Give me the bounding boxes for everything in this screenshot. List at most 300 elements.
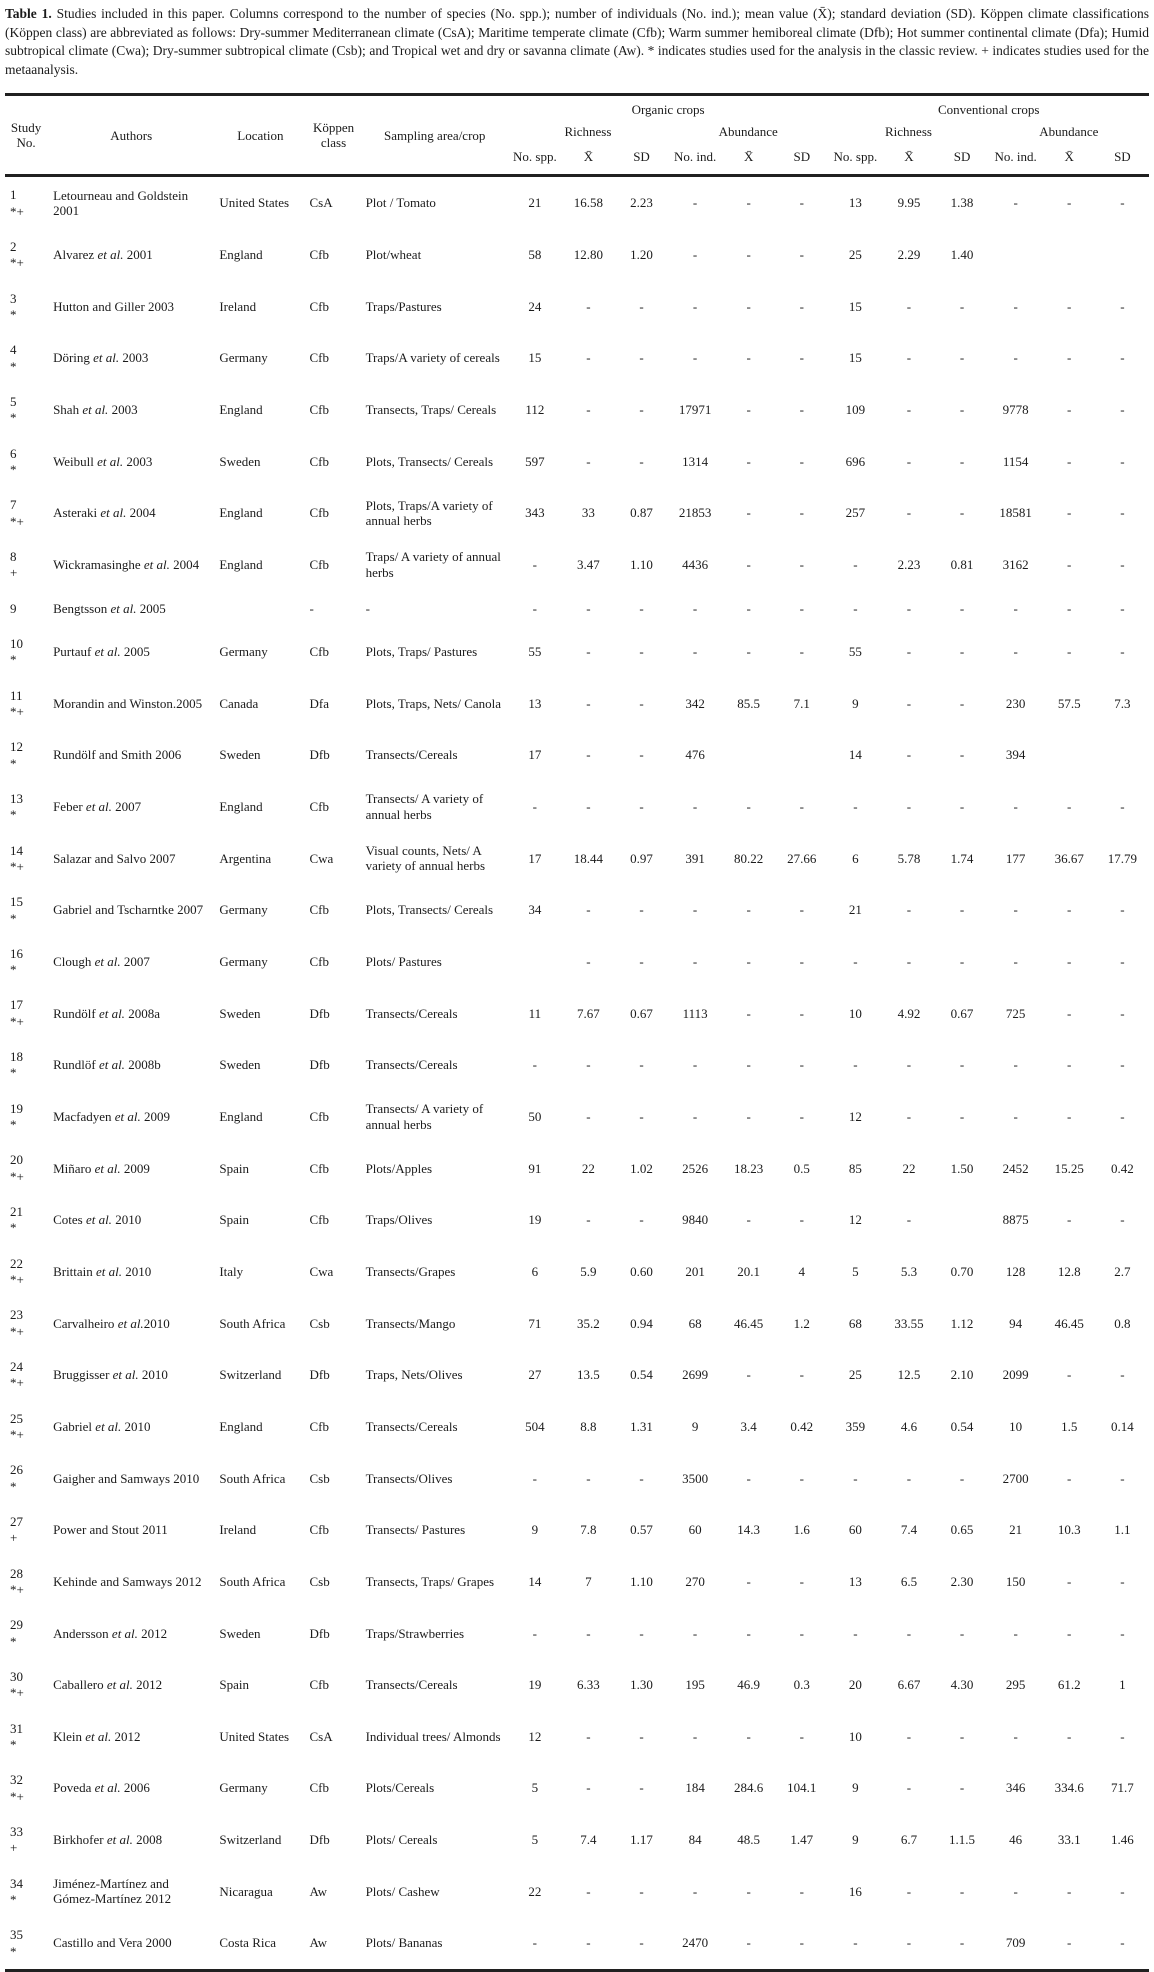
location-cell: Germany [219, 953, 268, 969]
value-cell: 0.67 [950, 1005, 974, 1021]
study-number: 17 [10, 997, 23, 1013]
value-cell: 9 [691, 1418, 699, 1434]
koppen-cell: Cfb [309, 1522, 329, 1538]
table-row [5, 1504, 1149, 1556]
value-cell: - [1067, 600, 1072, 616]
value-cell: 112 [525, 402, 545, 418]
value-cell: - [586, 1470, 591, 1486]
value-cell: 21853 [678, 505, 712, 521]
sampling-cell: Transects/Cereals [365, 1005, 458, 1021]
value-cell: 46.45 [1054, 1315, 1084, 1331]
value-cell: 2700 [1002, 1470, 1029, 1486]
value-cell: - [639, 453, 644, 469]
value-cell: - [799, 1935, 804, 1951]
value-cell: 1.47 [790, 1832, 814, 1848]
value-cell: 6 [531, 1263, 539, 1279]
location-cell: England [219, 505, 263, 521]
location-cell: United States [219, 1728, 290, 1744]
value-cell: - [799, 1367, 804, 1383]
value-cell: - [906, 1625, 912, 1641]
location-cell: Canada [219, 695, 259, 711]
value-cell: - [853, 953, 858, 969]
study-marks: *+ [10, 858, 24, 874]
value-cell: - [853, 1625, 858, 1641]
study-marks: * [10, 755, 17, 771]
value-cell: - [532, 1057, 538, 1073]
value-cell: - [746, 953, 751, 969]
koppen-cell: Csb [309, 1573, 330, 1589]
value-cell: 270 [685, 1573, 705, 1589]
study-number: 6 [10, 445, 17, 461]
table-row [5, 1349, 1149, 1401]
value-cell: - [799, 1108, 804, 1124]
value-cell: - [959, 1780, 965, 1796]
value-cell: 55 [528, 644, 542, 660]
value-cell: 34 [528, 902, 542, 918]
sampling-cell: Transects/ A variety of annual herbs [365, 1101, 484, 1132]
sampling-cell: Plots, Traps/ Pastures [365, 644, 478, 660]
koppen-cell: CsA [309, 195, 333, 211]
value-cell: 346 [1005, 1780, 1026, 1796]
study-no-cell [5, 539, 47, 591]
value-cell [775, 729, 828, 781]
value-cell: - [746, 1005, 751, 1021]
koppen-cell: Cfb [309, 350, 329, 366]
koppen-cell: Dfb [309, 747, 330, 763]
value-cell: 33.1 [1057, 1832, 1081, 1848]
value-cell: 6.33 [577, 1677, 600, 1693]
value-cell: - [959, 1935, 965, 1951]
study-marks: *+ [10, 1685, 24, 1701]
value-cell: 48.5 [737, 1832, 761, 1848]
table-body [5, 176, 1149, 1971]
table-row [5, 1091, 1149, 1143]
value-cell: - [1067, 1108, 1072, 1124]
study-number: 29 [10, 1617, 23, 1633]
value-cell: - [692, 600, 698, 616]
value-cell: 3.47 [577, 557, 600, 573]
value-cell: - [746, 1212, 751, 1228]
value-cell [936, 1194, 989, 1246]
value-cell: - [1067, 350, 1072, 366]
value-cell: 201 [685, 1263, 705, 1279]
value-cell: - [906, 1728, 912, 1744]
study-no-cell [5, 1866, 47, 1918]
koppen-cell: Cfb [309, 1160, 329, 1176]
value-cell: 0.70 [950, 1263, 974, 1279]
value-cell: - [959, 1625, 965, 1641]
value-cell: 1 [1119, 1677, 1126, 1693]
value-cell: 3162 [1002, 557, 1029, 573]
table-row [5, 591, 1149, 626]
table-row [5, 781, 1149, 833]
study-no-cell [5, 1142, 47, 1194]
value-cell: - [906, 799, 912, 815]
authors-cell: Caballero et al. 2012 [53, 1677, 163, 1693]
location-cell: Ireland [219, 1522, 257, 1538]
value-cell: 17.79 [1107, 850, 1137, 866]
authors-cell: Rundlöf et al. 2008b [53, 1057, 161, 1073]
authors-cell: Morandin and Winston.2005 [53, 695, 203, 711]
study-no-cell [5, 1039, 47, 1091]
value-cell: - [692, 1883, 698, 1899]
location-cell: Germany [219, 350, 268, 366]
value-cell: - [746, 1935, 751, 1951]
col-group-organic-richness: Richness [564, 124, 612, 140]
value-cell: 230 [1005, 695, 1026, 711]
value-cell: 0.67 [630, 1005, 653, 1021]
value-cell: 0.14 [1111, 1418, 1134, 1434]
value-cell: 22 [581, 1160, 595, 1176]
header-group-row [5, 94, 1149, 121]
value-cell: - [532, 1935, 538, 1951]
value-cell [989, 229, 1043, 281]
value-cell: 22 [528, 1883, 542, 1899]
value-cell: 5 [531, 1780, 539, 1796]
value-cell: - [1013, 1108, 1018, 1124]
studies-table [5, 93, 1149, 1972]
sampling-cell: Plots/Cereals [365, 1780, 435, 1796]
table-row [5, 229, 1149, 281]
value-cell: 128 [1005, 1263, 1026, 1279]
value-cell: 1.38 [950, 195, 974, 211]
value-cell: - [906, 644, 912, 660]
value-cell: 85 [848, 1160, 862, 1176]
value-cell: - [1013, 902, 1018, 918]
value-cell: 1.46 [1111, 1832, 1134, 1848]
value-cell: 21 [1009, 1522, 1023, 1538]
study-marks: * [10, 652, 17, 668]
value-cell: - [586, 1057, 591, 1073]
value-cell: 12 [528, 1728, 542, 1744]
value-cell: 5.3 [900, 1263, 918, 1279]
value-cell: 9840 [682, 1212, 709, 1228]
study-number: 32 [10, 1772, 23, 1788]
table-row [5, 1452, 1149, 1504]
value-cell: - [1067, 1573, 1072, 1589]
value-cell: - [692, 953, 698, 969]
value-cell: - [1120, 1625, 1125, 1641]
col-header-conv-rich-sd: SD [936, 144, 989, 175]
value-cell: 12.8 [1057, 1263, 1081, 1279]
table-row [5, 436, 1149, 488]
study-no-cell [5, 1659, 47, 1711]
value-cell: 15 [848, 298, 862, 314]
value-cell: - [1067, 402, 1072, 418]
value-cell: 0.94 [630, 1315, 653, 1331]
value-cell: - [746, 1625, 751, 1641]
authors-cell: Castillo and Vera 2000 [53, 1935, 172, 1951]
koppen-cell: Cfb [309, 644, 329, 660]
study-no-cell [5, 384, 47, 436]
table-row [5, 539, 1149, 591]
value-cell: 13 [848, 195, 862, 211]
value-cell: 7 [585, 1573, 592, 1589]
study-number: 14 [10, 842, 23, 858]
value-cell: 2.30 [950, 1573, 974, 1589]
koppen-cell: Cfb [309, 557, 329, 573]
authors-cell: Klein et al. 2012 [53, 1728, 141, 1744]
value-cell: 257 [845, 505, 866, 521]
location-cell: Sweden [219, 747, 261, 763]
sampling-cell: Transects/Cereals [365, 1677, 458, 1693]
sampling-cell: Plots, Traps, Nets/ Canola [365, 695, 502, 711]
col-header-conv-abun-mean: X̄ [1043, 144, 1096, 175]
value-cell: 13 [848, 1573, 862, 1589]
value-cell: - [586, 953, 591, 969]
study-number: 26 [10, 1462, 23, 1478]
study-no-cell [5, 729, 47, 781]
value-cell: - [692, 644, 698, 660]
authors-cell: Letourneau and Goldstein 2001 [53, 187, 189, 219]
value-cell: - [799, 799, 804, 815]
value-cell: 6.7 [900, 1832, 918, 1848]
value-cell: 68 [848, 1315, 862, 1331]
value-cell: 68 [688, 1315, 702, 1331]
value-cell: 0.60 [630, 1263, 653, 1279]
value-cell: 19 [528, 1212, 542, 1228]
location-cell: Sweden [219, 453, 261, 469]
location-cell: Sweden [219, 1005, 261, 1021]
koppen-cell: Dfa [309, 695, 329, 711]
study-marks: *+ [10, 1013, 24, 1029]
value-cell: 85.5 [737, 695, 761, 711]
koppen-cell: Dfb [309, 1832, 330, 1848]
study-number: 1 [10, 187, 17, 203]
sampling-cell: Plot / Tomato [365, 195, 436, 211]
table-row [5, 626, 1149, 678]
value-cell: - [746, 350, 751, 366]
value-cell: - [1120, 1883, 1125, 1899]
value-cell: - [799, 1212, 804, 1228]
value-cell: - [746, 1470, 751, 1486]
value-cell [1043, 229, 1096, 281]
value-cell: - [692, 1057, 698, 1073]
koppen-cell: Aw [309, 1883, 328, 1899]
sampling-cell: Plots/Apples [365, 1160, 433, 1176]
value-cell: 2.7 [1114, 1263, 1131, 1279]
authors-cell: Hutton and Giller 2003 [53, 298, 175, 314]
value-cell: - [586, 298, 591, 314]
table-row [5, 1246, 1149, 1298]
location-cell: Ireland [219, 298, 257, 314]
value-cell: 15 [528, 350, 542, 366]
value-cell: - [746, 1573, 751, 1589]
value-cell: 2.29 [897, 247, 921, 263]
value-cell: - [799, 247, 804, 263]
study-number: 19 [10, 1100, 23, 1116]
value-cell: - [586, 1883, 591, 1899]
value-cell: 184 [685, 1780, 705, 1796]
koppen-cell: - [309, 600, 314, 616]
value-cell: 394 [1005, 747, 1026, 763]
value-cell: - [1067, 1935, 1072, 1951]
koppen-cell: Cwa [309, 850, 334, 866]
col-header-org-rich-no-spp: No. spp. [508, 144, 562, 175]
value-cell: - [1120, 1728, 1125, 1744]
value-cell: - [853, 1470, 858, 1486]
koppen-cell: Dfb [309, 1057, 330, 1073]
value-cell: 0.8 [1114, 1315, 1131, 1331]
value-cell: - [799, 902, 804, 918]
table-row [5, 1194, 1149, 1246]
value-cell: - [692, 195, 698, 211]
value-cell: 4 [798, 1263, 806, 1279]
table-row [5, 1297, 1149, 1349]
value-cell: - [1013, 1883, 1018, 1899]
value-cell: 61.2 [1057, 1677, 1081, 1693]
study-no-cell [5, 1246, 47, 1298]
study-marks: *+ [10, 1582, 24, 1598]
study-no-cell [5, 1762, 47, 1814]
study-marks: *+ [10, 203, 24, 219]
value-cell: 1.10 [630, 1573, 653, 1589]
table-row [5, 281, 1149, 333]
location-cell: Spain [219, 1212, 249, 1228]
study-number: 18 [10, 1049, 23, 1065]
sampling-cell: Plots, Transects/ Cereals [365, 902, 494, 918]
table-row [5, 987, 1149, 1039]
koppen-cell: Cfb [309, 902, 329, 918]
col-header-org-rich-mean: X̄ [562, 144, 615, 175]
study-number: 23 [10, 1307, 23, 1323]
sampling-cell: Transects/Cereals [365, 1057, 458, 1073]
value-cell: 476 [685, 747, 705, 763]
sampling-cell: Traps/Strawberries [365, 1625, 465, 1641]
value-cell: - [959, 799, 965, 815]
value-cell: - [1013, 1057, 1018, 1073]
value-cell: 9.95 [897, 195, 921, 211]
value-cell: 8.8 [580, 1418, 597, 1434]
study-no-cell [5, 987, 47, 1039]
col-header-authors: Authors [47, 94, 215, 176]
value-cell: 12.80 [573, 247, 604, 263]
sampling-cell: Traps/ A variety of annual herbs [365, 549, 501, 580]
study-no-cell [5, 626, 47, 678]
value-cell: - [1067, 195, 1072, 211]
authors-cell: Cotes et al. 2010 [53, 1212, 142, 1228]
value-cell: - [746, 195, 751, 211]
study-marks: *+ [10, 1168, 24, 1184]
table-row [5, 1556, 1149, 1608]
value-cell: - [746, 799, 751, 815]
value-cell: 21 [528, 195, 542, 211]
value-cell: - [586, 1728, 591, 1744]
col-header-conv-abun-no-ind: No. ind. [989, 144, 1043, 175]
value-cell: - [906, 1470, 912, 1486]
value-cell: 6.5 [900, 1573, 918, 1589]
sampling-cell: Transects, Traps/ Cereals [365, 402, 497, 418]
value-cell: 1.17 [630, 1832, 653, 1848]
value-cell: 9 [531, 1522, 539, 1538]
location-cell: Nicaragua [219, 1883, 273, 1899]
value-cell: 2.10 [950, 1367, 974, 1383]
sampling-cell: Traps/Olives [365, 1212, 433, 1228]
study-number: 22 [10, 1255, 23, 1271]
col-group-conventional: Conventional crops [937, 101, 1040, 117]
value-cell: 33.55 [894, 1315, 924, 1331]
study-number: 13 [10, 790, 23, 806]
value-cell: 1113 [682, 1005, 708, 1021]
study-no-cell [5, 229, 47, 281]
value-cell: - [586, 747, 591, 763]
value-cell: 1.12 [950, 1315, 974, 1331]
value-cell: 709 [1005, 1935, 1026, 1951]
value-cell: - [1120, 1935, 1125, 1951]
value-cell: - [959, 644, 965, 660]
value-cell: - [532, 1470, 538, 1486]
value-cell: 19 [528, 1677, 542, 1693]
authors-cell: Carvalheiro et al.2010 [53, 1315, 170, 1331]
value-cell: - [906, 453, 912, 469]
value-cell: 3500 [682, 1470, 709, 1486]
sampling-cell: Transects/Mango [365, 1315, 456, 1331]
sampling-cell: Transects/Olives [365, 1470, 453, 1486]
study-marks: * [10, 358, 17, 374]
value-cell: - [1013, 350, 1018, 366]
value-cell: - [692, 247, 698, 263]
authors-cell: Jiménez-Martínez and Gómez-Martínez 2012 [53, 1876, 172, 1907]
value-cell: - [639, 600, 644, 616]
value-cell: 35.2 [577, 1315, 600, 1331]
value-cell: - [853, 1057, 858, 1073]
table-row [5, 1866, 1149, 1918]
value-cell: - [1013, 953, 1018, 969]
value-cell: - [532, 600, 538, 616]
table-caption-label: Table 1. [5, 6, 52, 21]
authors-cell: Döring et al. 2003 [53, 350, 149, 366]
value-cell: - [586, 799, 591, 815]
location-cell: Costa Rica [219, 1935, 277, 1951]
sampling-cell: - [365, 600, 370, 616]
value-cell: 1.74 [950, 850, 974, 866]
study-marks: * [10, 1633, 17, 1649]
value-cell: 0.54 [950, 1418, 974, 1434]
col-header-conv-rich-no-spp: No. spp. [828, 144, 882, 175]
koppen-cell: Dfb [309, 1367, 330, 1383]
table-row [5, 833, 1149, 885]
value-cell: - [1120, 453, 1125, 469]
value-cell: - [799, 1625, 804, 1641]
koppen-cell: Csb [309, 1315, 330, 1331]
value-cell: - [1120, 600, 1125, 616]
study-marks: *+ [10, 1323, 24, 1339]
value-cell: 2.23 [897, 557, 921, 573]
value-cell: 1.10 [630, 557, 653, 573]
study-no-cell [5, 332, 47, 384]
study-no-cell [5, 678, 47, 730]
value-cell: 22 [902, 1160, 916, 1176]
authors-cell: Shah et al. 2003 [53, 402, 138, 418]
value-cell: - [1067, 799, 1072, 815]
value-cell: - [1067, 1883, 1072, 1899]
study-no-cell [5, 781, 47, 833]
value-cell: - [1013, 600, 1018, 616]
value-cell: - [1067, 1057, 1072, 1073]
value-cell: - [959, 350, 965, 366]
value-cell: 1.5 [1061, 1418, 1078, 1434]
study-no-cell [5, 1814, 47, 1866]
study-no-cell [5, 833, 47, 885]
col-header-org-abun-sd: SD [775, 144, 828, 175]
value-cell: 1.40 [950, 247, 974, 263]
value-cell: 0.57 [630, 1522, 653, 1538]
table-row [5, 1607, 1149, 1659]
value-cell: 9 [852, 1780, 859, 1796]
value-cell: - [799, 298, 804, 314]
value-cell: 391 [685, 850, 705, 866]
value-cell: 2699 [682, 1367, 709, 1383]
